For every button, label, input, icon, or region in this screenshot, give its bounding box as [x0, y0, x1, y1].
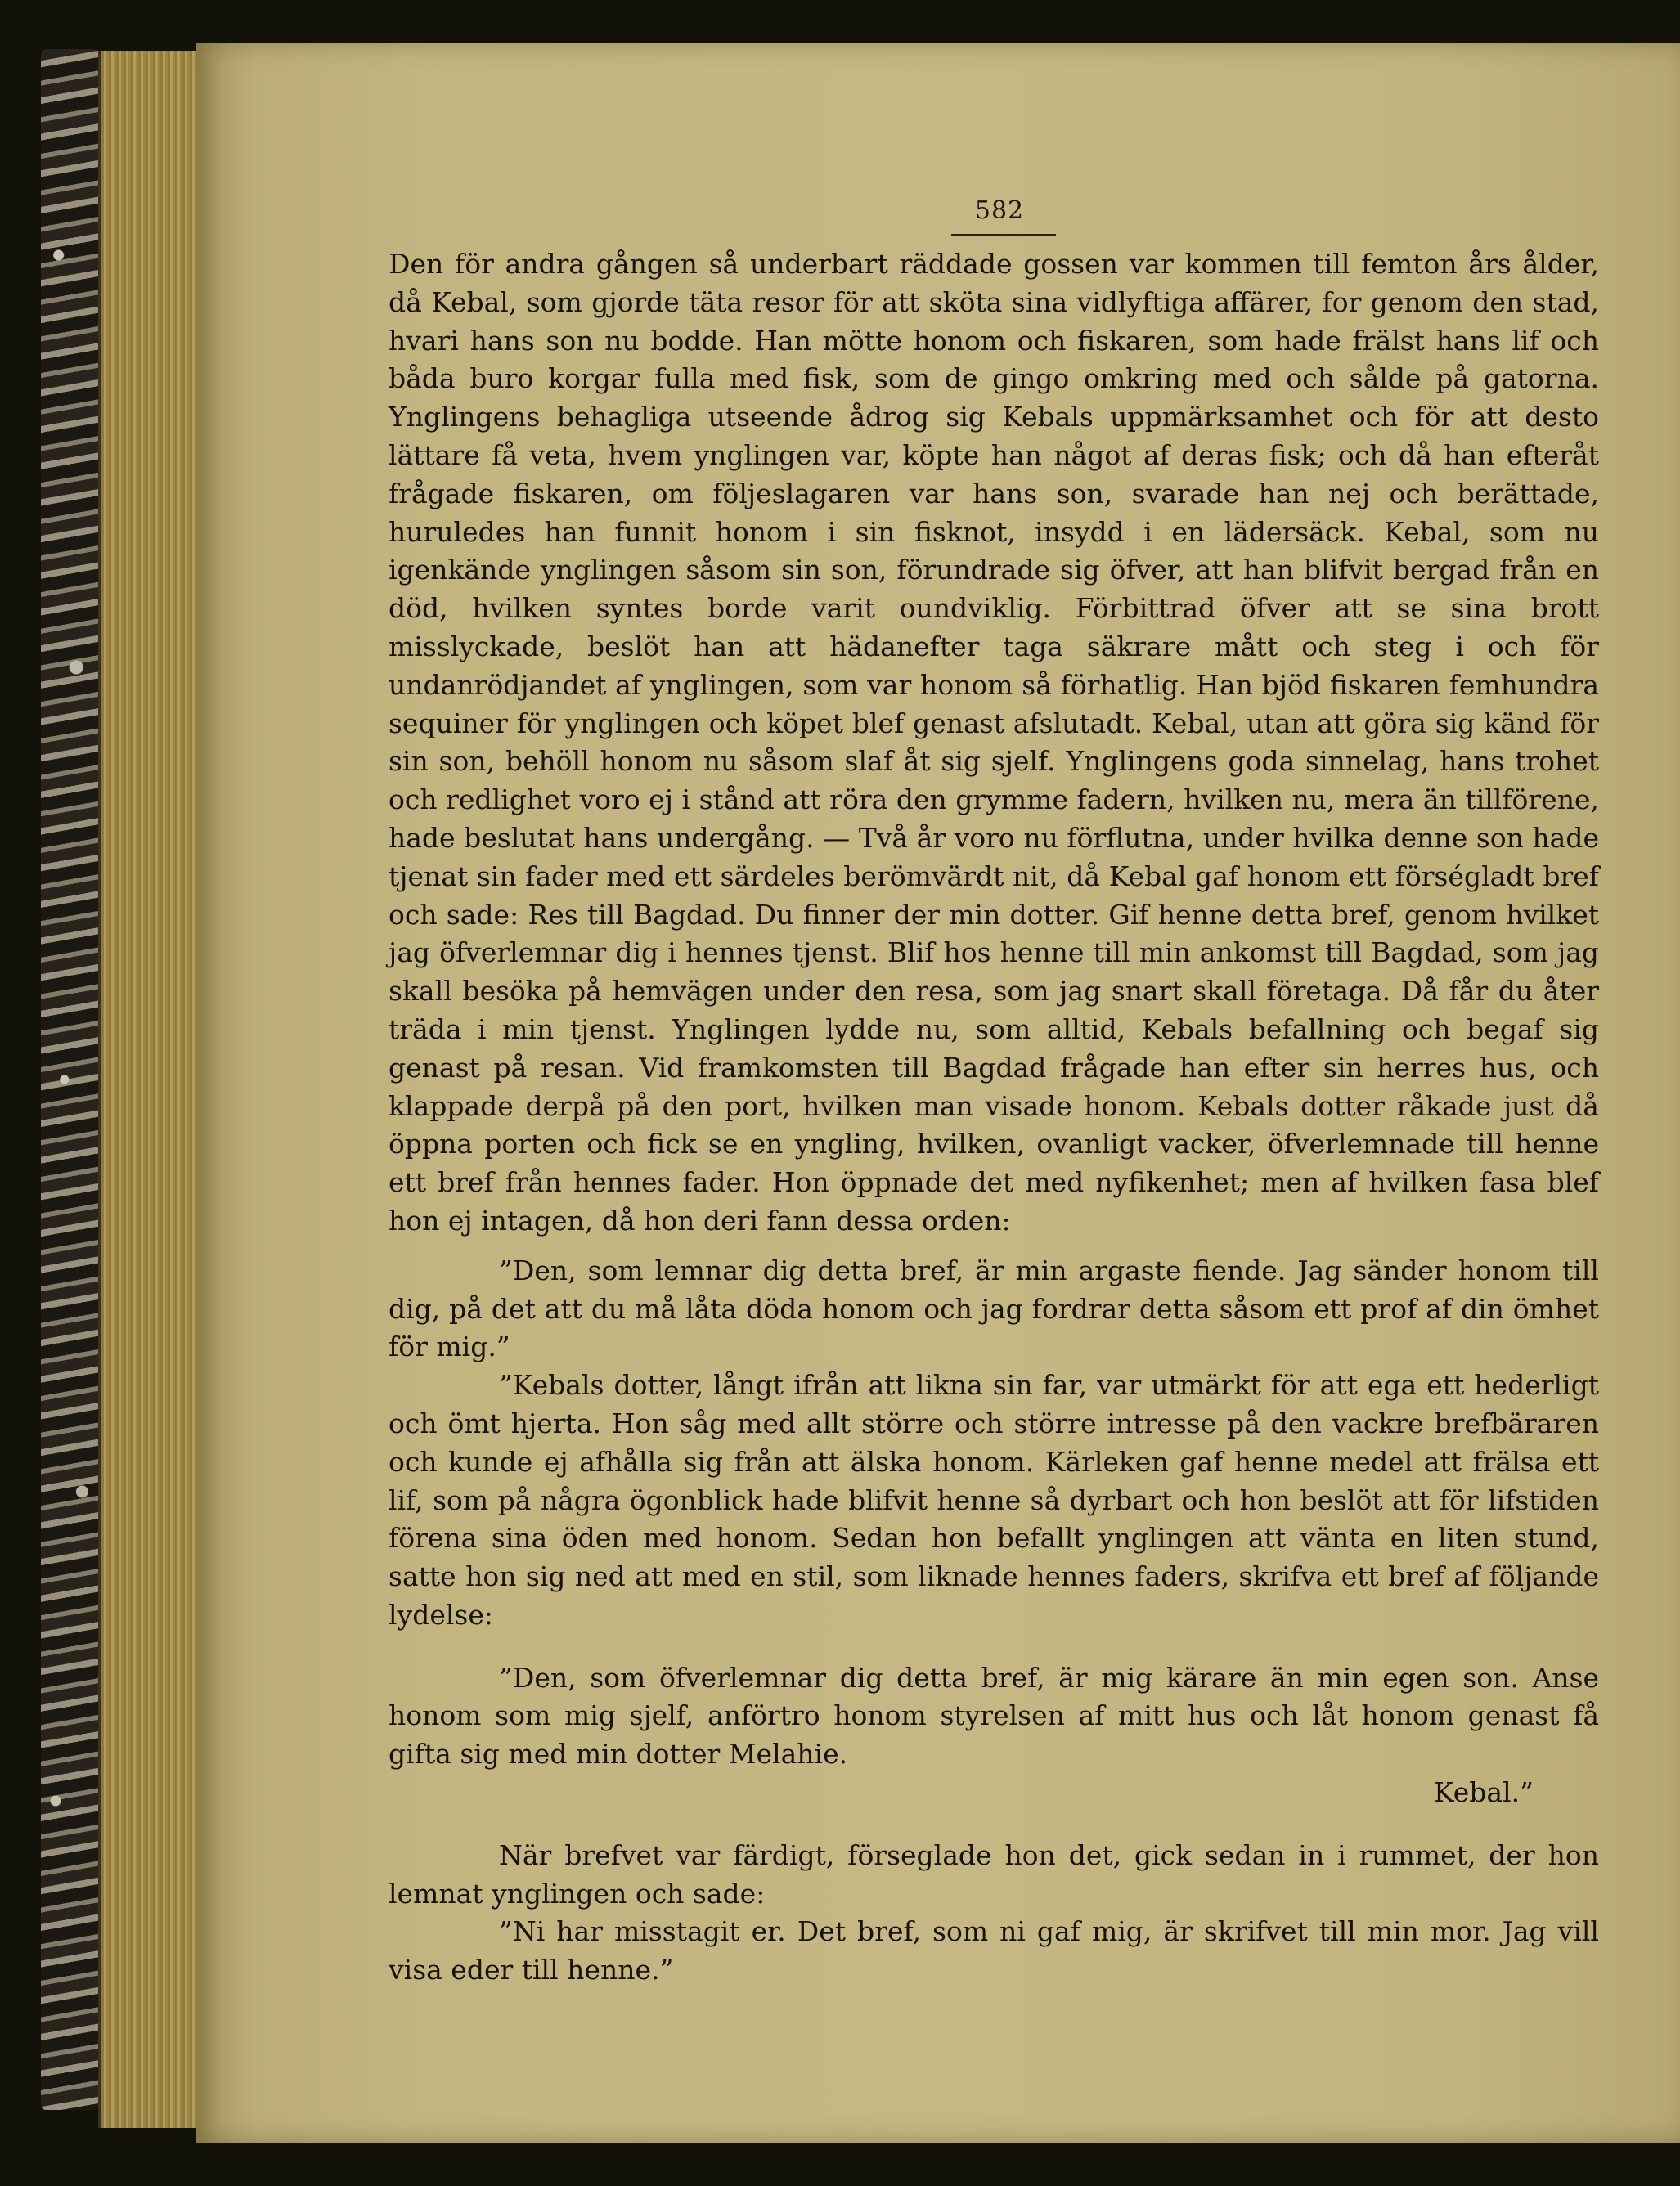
- paragraph-1: Den för andra gången så underbart räddade gossen var kommen till femton års ålder, då Kebal, som gjorde täta resor för att sköta sina vidlyftiga affärer, for genom den stad, hvari hans son nu bodde. Han mötte honom och fiskaren, som hade frälst hans lif och båda buro korgar fulla med fisk, som de gingo omkring med och sålde på gatorna. Ynglingens behagliga utseende ådrog sig Kebals uppmärksamhet och för att desto lättare få veta, hvem ynglingen var, köpte han något af deras fisk; och då han efteråt frågade fiskaren, om följeslagaren var hans son, svarade han nej och berättade, huruledes han funnit honom i sin fisknot, insydd i en lädersäck. Kebal, som nu igenkände ynglingen såsom sin son, förundrade sig öfver, att han blifvit bergad från en död, hvilken syntes borde varit oundviklig. Förbittrad öfver att se sina brott misslyckade, beslöt han att hädanefter taga säkrare mått och steg i och för undanrödjandet af ynglingen, som var honom så förhatlig. Han bjöd fiskaren femhundra sequiner för ynglingen och köpet blef genast afslutadt. Kebal, utan att göra sig känd för sin son, behöll honom nu såsom slaf åt sig sjelf. Ynglingens goda sinnelag, hans trohet och redlighet voro ej i stånd att röra den grymme fadern, hvilken nu, mera än tillförene, hade beslutat hans undergång. — Två år voro nu förflutna, under hvilka denne son hade tjenat sin fader med ett särdeles berömvärdt nit, då Kebal gaf honom ett förségladt bref och sade: Res till Bagdad. Du finner der min dotter. Gif henne detta bref, genom hvilket jag öfverlemnar dig i hennes tjenst. Blif hos henne till min ankomst till Bagdad, som jag skall besöka på hemvägen under den resa, som jag snart skall företaga. Då får du åter träda i min tjenst. Ynglingen lydde nu, som alltid, Kebals befallning och begaf sig genast på resan. Vid framkomsten till Bagdad frågade han efter sin herres hus, och klappade derpå på den port, hvilken man visade honom. Kebals dotter råkade just då öppna porten och fick se en yngling, hvilken, ovanligt vacker, öfverlemnade till henne ett bref från hennes fader. Hon öppnade det med nyfikenhet; men af hvilken fasa blef hon ej intagen, då hon deri fann dessa orden:: [389, 248, 1599, 1237]
- paragraph-2: ”Kebals dotter, långt ifrån att likna sin far, var utmärkt för att ega ett hederligt och ömt hjerta. Hon såg med allt större och större intresse på den vackre brefbäraren och kunde ej afhålla sig från att älska honom. Kärleken gaf henne medel att frälsa ett lif, som på några ögonblick hade blifvit henne så dyrbart och hon beslöt att för lifstiden förena sina öden med honom. Sedan hon befallt ynglingen att vänta en liten stund, satte hon sig ned att med en stil, som liknade hennes faders, skrifva ett bref af följande lydelse:: [389, 1369, 1599, 1631]
- page-text: [389, 245, 1599, 1990]
- page-number-rule: [951, 234, 1056, 236]
- book-cover-edge: [41, 49, 100, 2110]
- page-number: 582: [974, 196, 1025, 225]
- letter-2: ”Den, som öfverlemnar dig detta bref, är mig kärare än min egen son. Anse honom som mig sjelf, anförtro honom styrelsen af mitt hus och låt honom genast få gifta sig med min dotter Melahie.: [389, 1661, 1599, 1771]
- letter-1: ”Den, som lemnar dig detta bref, är min argaste fiende. Jag sänder honom till dig, på det att du må låta döda honom och jag fordrar detta såsom ett prof af din ömhet för mig.”: [389, 1254, 1599, 1363]
- paragraph-3: När brefvet var färdigt, förseglade hon det, gick sedan in i rummet, der hon lemnat ynglingen och sade:: [389, 1838, 1599, 1910]
- page-block-edges: [98, 51, 208, 2128]
- letter-2-signature: Kebal.”: [1433, 1776, 1534, 1809]
- paragraph-4: ”Ni har misstagit er. Det bref, som ni gaf mig, är skrifvet till min mor. Jag vill visa eder till henne.”: [389, 1915, 1599, 1986]
